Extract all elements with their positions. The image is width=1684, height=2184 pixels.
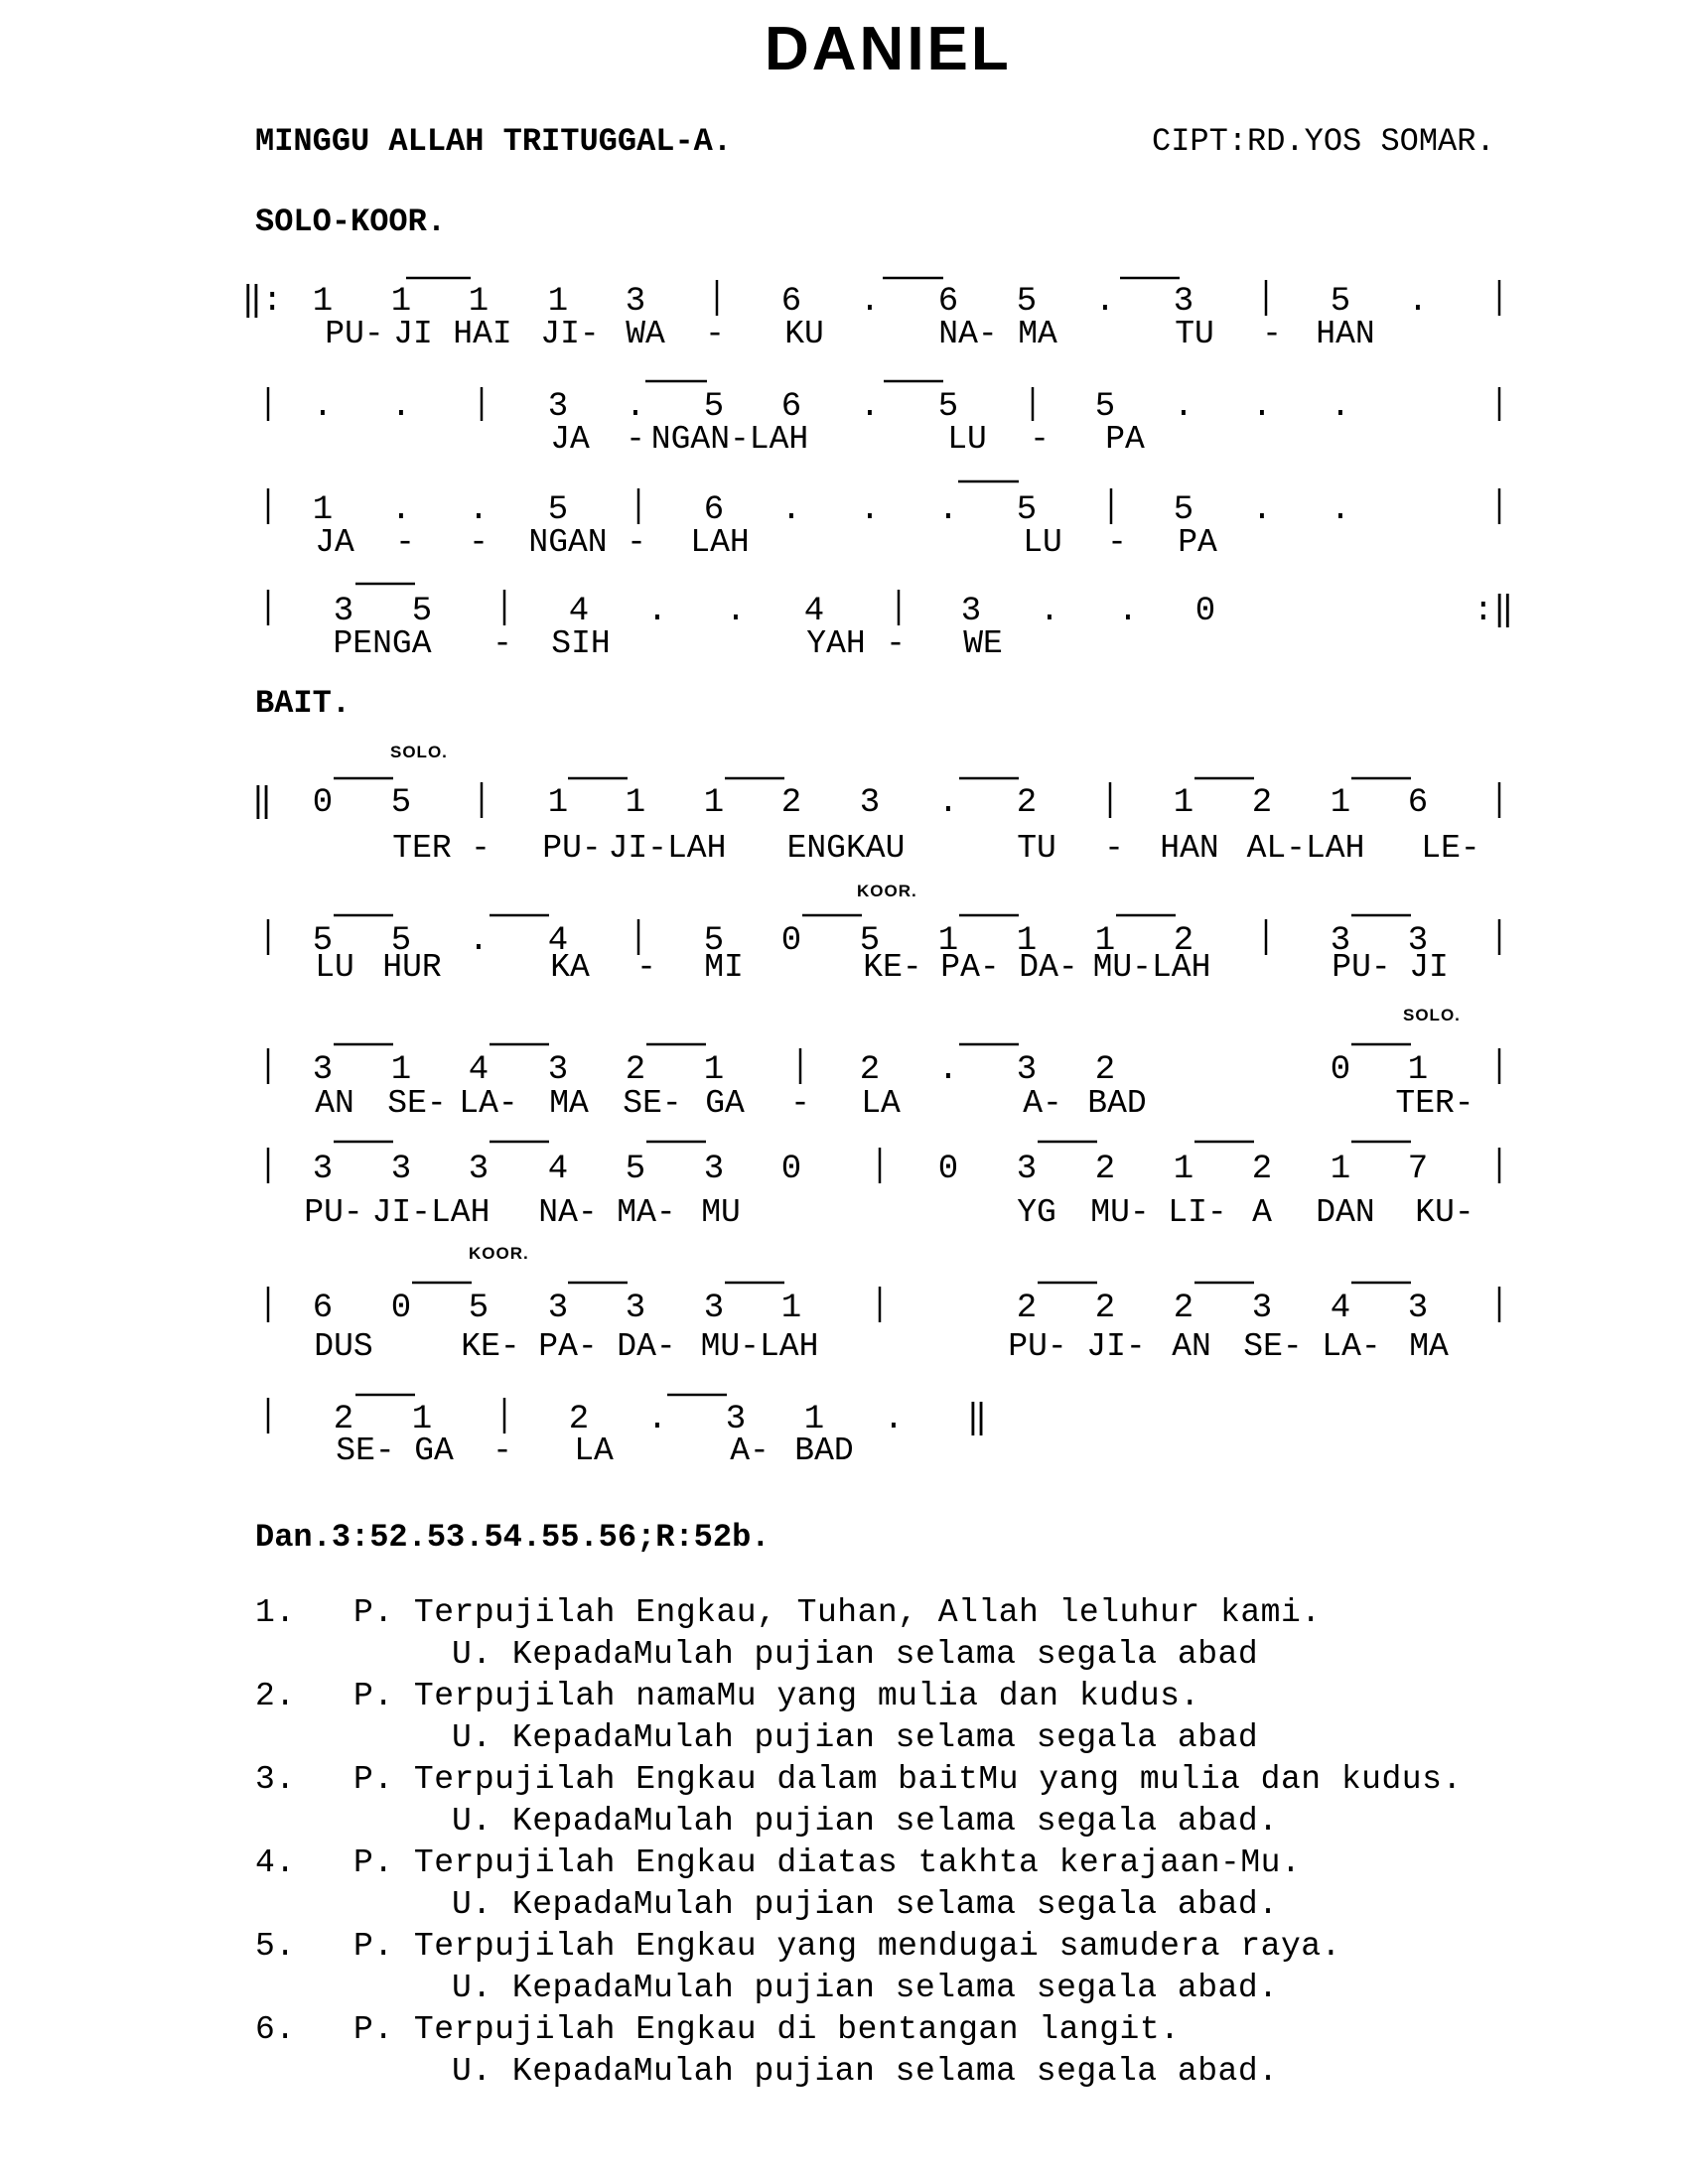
- note: 2: [1094, 1051, 1116, 1089]
- note: 0: [1194, 593, 1216, 630]
- lyric: JI-LAH: [371, 1194, 491, 1231]
- note: .: [883, 1401, 905, 1438]
- verse-number: 4.: [255, 1844, 296, 1881]
- lyric: MI: [704, 949, 744, 986]
- lyric: JA: [550, 421, 590, 458]
- lyric: MU-LAH: [1092, 949, 1211, 986]
- cue-koor: KOOR.: [857, 882, 917, 900]
- note: 5: [625, 1151, 646, 1188]
- note: 2: [1251, 784, 1273, 822]
- note: 3: [547, 388, 569, 426]
- lyric: TU: [1017, 830, 1056, 867]
- note: .: [859, 388, 881, 426]
- note: .: [1251, 491, 1273, 529]
- verse-response-line: U. KepadaMulah pujian selama segala abad: [452, 1636, 1259, 1673]
- verse-response-line: U. KepadaMulah pujian selama segala abad.: [452, 2053, 1279, 2090]
- lyric: PA-: [940, 949, 1000, 986]
- lyric: LA-: [459, 1085, 518, 1122]
- lyric: AL-LAH: [1246, 830, 1365, 867]
- lyric: HUR: [382, 949, 442, 986]
- cue-solo: SOLO.: [390, 743, 448, 761]
- lyric: JI-LAH: [608, 830, 727, 867]
- note: 1: [1016, 922, 1038, 960]
- lyric: NGAN-LAH: [650, 421, 809, 458]
- note: 3: [1251, 1290, 1273, 1327]
- note: 2: [625, 1051, 646, 1089]
- note: 5: [390, 784, 412, 822]
- note: .: [390, 388, 412, 426]
- note: .: [1039, 593, 1060, 630]
- note: 3: [625, 283, 646, 321]
- note: 4: [568, 593, 590, 630]
- note: 5: [547, 491, 569, 529]
- lyric: NA-: [538, 1194, 598, 1231]
- lyric: GA: [705, 1085, 745, 1122]
- verse-number: 6.: [255, 2011, 296, 2048]
- repeat-start: ‖:: [241, 283, 283, 321]
- lyric: SE-: [387, 1085, 447, 1122]
- lyric: DAN: [1316, 1194, 1375, 1231]
- cue-koor: KOOR.: [469, 1244, 529, 1263]
- note: 6: [703, 491, 725, 529]
- note: 5: [703, 922, 725, 960]
- note: 1: [390, 283, 412, 321]
- lyric: -: [886, 625, 906, 662]
- note: 3: [312, 1051, 334, 1089]
- lyric: -: [1030, 421, 1050, 458]
- lyric: MA: [1018, 316, 1057, 352]
- lyric: DA-: [1019, 949, 1078, 986]
- note: 3: [390, 1151, 412, 1188]
- lyric: KA: [550, 949, 590, 986]
- verse-number: 3.: [255, 1761, 296, 1798]
- lyric: SE-: [623, 1085, 682, 1122]
- note: 3: [625, 1290, 646, 1327]
- lyric: TER-: [1395, 1085, 1474, 1122]
- cue-solo: SOLO.: [1403, 1006, 1461, 1024]
- note: 4: [803, 593, 825, 630]
- lyric: DA-: [617, 1328, 676, 1365]
- lyric: AN: [315, 1085, 354, 1122]
- lyric: DUS: [314, 1328, 373, 1365]
- lyric: -: [471, 830, 491, 867]
- lyric: -: [790, 1085, 810, 1122]
- note: 1: [1173, 784, 1194, 822]
- lyric: A: [1252, 1194, 1272, 1231]
- lyric: JA: [315, 524, 354, 561]
- note: 5: [468, 1290, 490, 1327]
- verse-leader-line: P. Terpujilah Engkau yang mendugai samudera raya.: [353, 1928, 1341, 1965]
- lyric: SIH: [551, 625, 611, 662]
- note: 1: [703, 784, 725, 822]
- lyric: KU: [784, 316, 824, 352]
- lyric: LU: [1023, 524, 1062, 561]
- note: 1: [1330, 784, 1351, 822]
- verse-number: 5.: [255, 1928, 296, 1965]
- note: 5: [411, 593, 433, 630]
- lyric: -: [492, 1433, 512, 1469]
- note: 1: [468, 283, 490, 321]
- lyric: LAH: [690, 524, 750, 561]
- note: 3: [1173, 283, 1194, 321]
- lyric: -: [395, 524, 415, 561]
- note: .: [937, 1051, 959, 1089]
- verse-leader-line: P. Terpujilah Engkau, Tuhan, Allah leluhur kami.: [353, 1594, 1322, 1631]
- note: 5: [312, 922, 334, 960]
- lyric: MA-: [617, 1194, 676, 1231]
- lyric: -: [626, 421, 645, 458]
- note: 5: [1016, 283, 1038, 321]
- note: 1: [411, 1401, 433, 1438]
- verse-response-line: U. KepadaMulah pujian selama segala abad.: [452, 1886, 1279, 1923]
- note: 3: [547, 1290, 569, 1327]
- note: 1: [1173, 1151, 1194, 1188]
- note: 3: [1016, 1151, 1038, 1188]
- note: 0: [937, 1151, 959, 1188]
- note: 5: [1173, 491, 1194, 529]
- lyric: PU-: [304, 1194, 363, 1231]
- note: 0: [780, 1151, 802, 1188]
- lyric: -: [469, 524, 489, 561]
- section-bait-heading: BAIT.: [255, 685, 351, 722]
- note: 1: [1094, 922, 1116, 960]
- page-title: DANIEL: [765, 15, 1012, 83]
- lyric: -: [1104, 830, 1124, 867]
- note: 3: [333, 593, 354, 630]
- note: 5: [1330, 283, 1351, 321]
- note: 1: [703, 1051, 725, 1089]
- note: 2: [1173, 1290, 1194, 1327]
- lyric: JI-: [540, 316, 600, 352]
- note: 2: [1094, 1151, 1116, 1188]
- lyric: PU-: [1008, 1328, 1067, 1365]
- lyric: KE-: [863, 949, 922, 986]
- note: 1: [312, 283, 334, 321]
- note: .: [646, 1401, 668, 1438]
- note: 3: [468, 1151, 490, 1188]
- lyric: PA-: [538, 1328, 598, 1365]
- lyric: PA: [1105, 421, 1145, 458]
- repeat-end: :‖: [1473, 593, 1514, 630]
- note: 3: [1407, 1290, 1429, 1327]
- note: .: [1251, 388, 1273, 426]
- note: 4: [468, 1051, 490, 1089]
- lyric: MU-LAH: [700, 1328, 819, 1365]
- note: 3: [1330, 922, 1351, 960]
- verse-leader-line: P. Terpujilah Engkau dalam baitMu yang mulia dan kudus.: [353, 1761, 1463, 1798]
- note: 2: [333, 1401, 354, 1438]
- note: 0: [312, 784, 334, 822]
- note: .: [625, 388, 646, 426]
- lyric: SE-: [336, 1433, 395, 1469]
- note: 2: [1251, 1151, 1273, 1188]
- lyric: PA: [1178, 524, 1217, 561]
- note: 2: [1016, 784, 1038, 822]
- note: 1: [1330, 1151, 1351, 1188]
- lyric: -: [1262, 316, 1282, 352]
- note: 1: [937, 922, 959, 960]
- note: .: [468, 922, 490, 960]
- verse-number: 1.: [255, 1594, 296, 1631]
- note: .: [937, 784, 959, 822]
- lyric: NA-: [938, 316, 998, 352]
- note: .: [725, 593, 747, 630]
- lyric: LA: [574, 1433, 614, 1469]
- verse-response-line: U. KepadaMulah pujian selama segala abad.: [452, 1803, 1279, 1840]
- verse-leader-line: P. Terpujilah namaMu yang mulia dan kudus.: [353, 1678, 1200, 1714]
- scripture-reference: Dan.3:52.53.54.55.56;R:52b.: [255, 1519, 771, 1556]
- note: 5: [1094, 388, 1116, 426]
- lyric: JI: [1409, 949, 1449, 986]
- note: .: [468, 491, 490, 529]
- lyric: PU-: [1332, 949, 1391, 986]
- note: 6: [780, 388, 802, 426]
- lyric: A-: [1023, 1085, 1062, 1122]
- note: 0: [390, 1290, 412, 1327]
- lyric: WE: [963, 625, 1003, 662]
- lyric: PU-: [325, 316, 384, 352]
- note: 0: [1330, 1051, 1351, 1089]
- verse-response-line: U. KepadaMulah pujian selama segala abad: [452, 1719, 1259, 1756]
- lyric: BAD: [1087, 1085, 1147, 1122]
- note: 3: [703, 1290, 725, 1327]
- note: 1: [312, 491, 334, 529]
- note: 3: [1407, 922, 1429, 960]
- lyric: JI: [393, 316, 433, 352]
- lyric: -: [492, 625, 512, 662]
- note: 6: [937, 283, 959, 321]
- occasion-label: MINGGU ALLAH TRITUGGAL-A.: [255, 123, 733, 160]
- lyric: MU: [701, 1194, 741, 1231]
- note: 5: [859, 922, 881, 960]
- note: 1: [625, 784, 646, 822]
- lyric: NGAN: [528, 524, 608, 561]
- lyric: LA-: [1322, 1328, 1381, 1365]
- note: .: [937, 491, 959, 529]
- note: .: [312, 388, 334, 426]
- note: 1: [390, 1051, 412, 1089]
- lyric: A-: [730, 1433, 770, 1469]
- lyric: PU-: [542, 830, 602, 867]
- note: 3: [960, 593, 982, 630]
- note: 4: [547, 922, 569, 960]
- double-barline: ‖: [966, 1401, 988, 1438]
- note: .: [859, 283, 881, 321]
- note: 3: [703, 1151, 725, 1188]
- note: 2: [568, 1401, 590, 1438]
- lyric: LU: [315, 949, 354, 986]
- lyric: YG: [1017, 1194, 1056, 1231]
- lyric: TER: [392, 830, 452, 867]
- lyric: HAN: [1160, 830, 1219, 867]
- section-refrain-heading: SOLO-KOOR.: [255, 204, 447, 240]
- note: .: [1117, 593, 1139, 630]
- lyric: KU-: [1415, 1194, 1474, 1231]
- note: 2: [859, 1051, 881, 1089]
- note: 3: [1016, 1051, 1038, 1089]
- note: 3: [859, 784, 881, 822]
- note: 5: [390, 922, 412, 960]
- lyric: -: [636, 949, 656, 986]
- lyric: -: [627, 524, 646, 561]
- note: 0: [780, 922, 802, 960]
- note: 2: [1094, 1290, 1116, 1327]
- note: 2: [1173, 922, 1194, 960]
- note: 6: [780, 283, 802, 321]
- note: 6: [1407, 784, 1429, 822]
- note: 2: [1016, 1290, 1038, 1327]
- note: 6: [312, 1290, 334, 1327]
- lyric: BAD: [794, 1433, 854, 1469]
- lyric: MA: [1409, 1328, 1449, 1365]
- lyric: JI-: [1086, 1328, 1146, 1365]
- note: .: [780, 491, 802, 529]
- composer-credit: CIPT:RD.YOS SOMAR.: [1152, 123, 1495, 160]
- lyric: MA: [549, 1085, 589, 1122]
- note: 1: [780, 1290, 802, 1327]
- note: 5: [1016, 491, 1038, 529]
- lyric: HAN: [1316, 316, 1375, 352]
- lyric: LI-: [1168, 1194, 1227, 1231]
- double-barline: ‖: [251, 784, 273, 822]
- lyric: GA: [414, 1433, 454, 1469]
- note: 1: [547, 283, 569, 321]
- verse-leader-line: P. Terpujilah Engkau diatas takhta kerajaan-Mu.: [353, 1844, 1302, 1881]
- note: .: [390, 491, 412, 529]
- lyric: WA: [626, 316, 665, 352]
- verse-number: 2.: [255, 1678, 296, 1714]
- note: .: [1407, 283, 1429, 321]
- note: 4: [1330, 1290, 1351, 1327]
- note: 1: [547, 784, 569, 822]
- note: .: [1094, 283, 1116, 321]
- lyric: -: [705, 316, 725, 352]
- lyric: LE-: [1421, 830, 1480, 867]
- lyric: SE-: [1243, 1328, 1303, 1365]
- lyric: TU: [1175, 316, 1214, 352]
- note: 2: [780, 784, 802, 822]
- note: 3: [725, 1401, 747, 1438]
- note: .: [646, 593, 668, 630]
- note: 3: [547, 1051, 569, 1089]
- lyric: LA: [861, 1085, 901, 1122]
- lyric: MU-: [1090, 1194, 1150, 1231]
- lyric: -: [1107, 524, 1127, 561]
- lyric: LU: [947, 421, 987, 458]
- note: .: [1173, 388, 1194, 426]
- note: 7: [1407, 1151, 1429, 1188]
- note: 5: [937, 388, 959, 426]
- lyric: AN: [1172, 1328, 1211, 1365]
- verse-leader-line: P. Terpujilah Engkau di bentangan langit.: [353, 2011, 1181, 2048]
- note: .: [1330, 491, 1351, 529]
- note: 1: [803, 1401, 825, 1438]
- lyric: YAH: [806, 625, 866, 662]
- verse-response-line: U. KepadaMulah pujian selama segala abad.: [452, 1970, 1279, 2006]
- note: 4: [547, 1151, 569, 1188]
- note: .: [859, 491, 881, 529]
- lyric: PENGA: [333, 625, 432, 662]
- note: 3: [312, 1151, 334, 1188]
- note: 1: [1407, 1051, 1429, 1089]
- note: .: [1330, 388, 1351, 426]
- lyric: HAI: [453, 316, 512, 352]
- lyric: KE-: [461, 1328, 520, 1365]
- lyric: ENGKAU: [786, 830, 906, 867]
- note: 5: [703, 388, 725, 426]
